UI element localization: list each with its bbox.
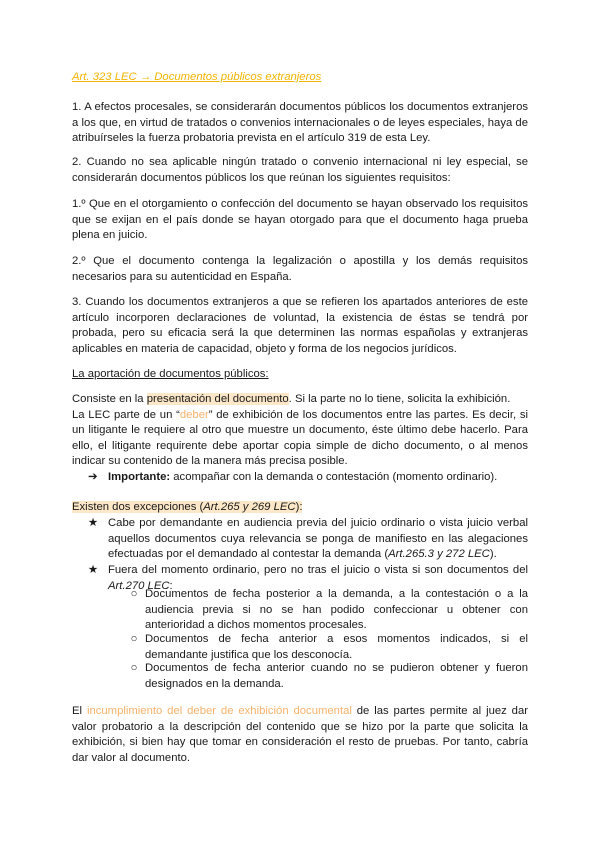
conclusion-paragraph: El incumplimiento del deber de exhibición documental de las partes permite al juez dar valor probatorio a la descripción del contenido que se hizo por la parte que solicita la exhibición, si bien hay que tomar en consideración el resto de pruebas. Por tanto, cabría dar valor al documento. [72,705,529,764]
circle-bullet-icon: ○ [130,662,138,674]
sub-item-1: Documentos de fecha posterior a la demanda, a la contestación o a la audiencia previa si no se han podido confeccionar u obtener con anterioridad a dichos momentos procesales. [145,588,528,632]
circle-bullet-icon: ○ [130,633,138,645]
section-heading-aportacion: La aportación de documentos públicos: [72,368,269,380]
requirement-2: 2.º Que el documento contenga la legalización o apostilla y los demás requisitos necesarios para su autenticidad en España. [72,255,528,283]
article-title: Art. 323 LEC → Documentos públicos extranjeros [72,71,322,83]
important-note: Importante: acompañar con la demanda o contestación (momento ordinario). [108,471,498,483]
sub-item-2: Documentos de fecha anterior a esos momentos indicados, si el demandante justifica que los desconocía. [145,633,528,661]
excepciones-heading: Existen dos excepciones (Art.265 y 269 LEC): [72,501,303,513]
paragraph-3: 3. Cuando los documentos extranjeros a que se refieren los apartados anteriores de este artículo incorporen declaraciones de voluntad, la existencia de éstas se tendrá por probada, pero su eficacia será la que determinen las normas españolas y extranjeras aplicables en materia de capacidad, objeto y forma de los negocios jurídicos. [72,296,528,355]
arrow-icon: ➔ [88,471,98,483]
highlight-incumplimiento: incumplimiento del deber de exhibición documental [86,705,352,717]
sub-item-3: Documentos de fecha anterior cuando no se pudieron obtener y fueron designados en la demanda. [145,662,528,690]
exception-item-2: Fuera del momento ordinario, pero no tras el juicio o vista si son documentos del Art.270 LEC: [108,564,528,592]
requirement-1: 1.º Que en el otorgamiento o confección del documento se hayan observado los requisitos que se exijan en el país donde se hayan otorgado para que el documento haga prueba plena en juicio. [72,198,528,242]
circle-bullet-icon: ○ [130,588,138,600]
highlight-presentacion: presentación del documento [146,393,289,405]
star-icon: ★ [87,564,99,576]
exception-item-1: Cabe por demandante en audiencia previa del juicio ordinario o vista juicio verbal aquellos documentos cuya relevancia se ponga de manifiesto en las alegaciones efectuadas por el demandado al contestar la demanda (Art.265.3 y 272 LEC). [108,517,528,561]
star-icon: ★ [87,517,99,529]
aportacion-text [72,392,528,470]
paragraph-1: 1. A efectos procesales, se considerarán documentos públicos los documentos extranjeros a los que, en virtud de tratados o convenios internacionales o de leyes especiales, haya de atribuírseles la fuerza probatoria prevista en el artículo 319 de esta Ley. [72,101,528,145]
aportacion-line-2: La LEC parte de un “deber” de exhibición de los documentos entre las partes. Es decir, si un litigante le requiere al otro que muestre un documento, éste último debe hacerlo. Para ello, el litigante requirente debe aportar copia simple de dicho documento, o al menos indicar su contenido de la manera más precisa posible. [72,408,528,468]
paragraph-2: 2. Cuando no sea aplicable ningún tratado o convenio internacional ni ley especial, se considerarán documentos públicos los que reúnan los siguientes requisitos: [72,156,528,184]
deber-word: deber [179,408,209,421]
aportacion-line-1: Consiste en la presentación del documento. Si la parte no lo tiene, solicita la exhibición. [72,393,511,405]
